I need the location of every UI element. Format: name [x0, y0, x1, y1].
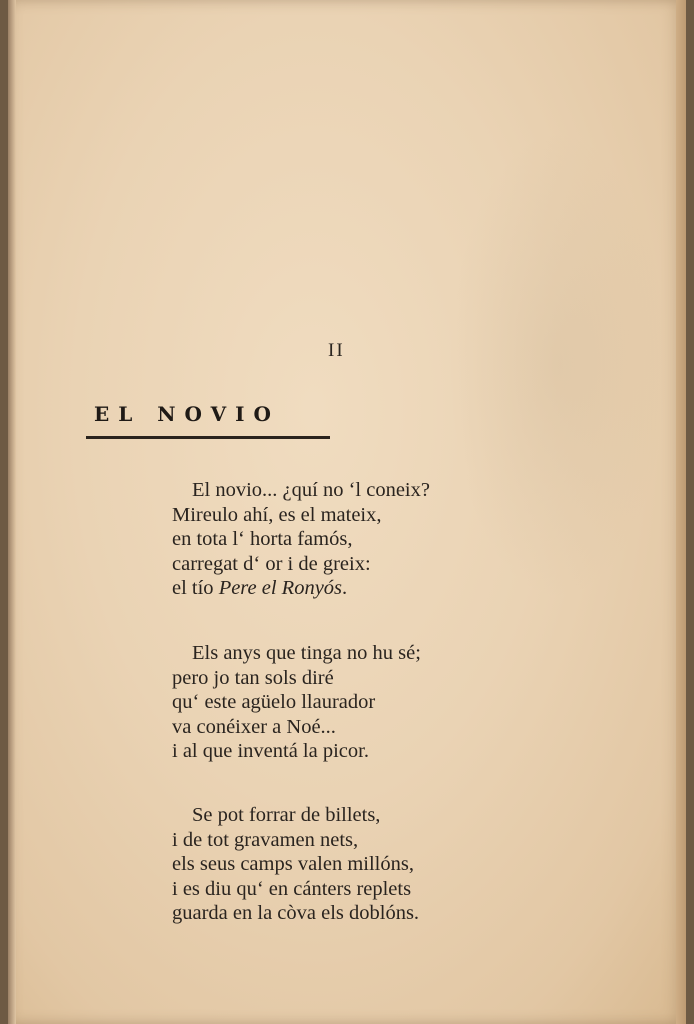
- poem-title: EL NOVIO: [94, 402, 280, 426]
- stanza-3: [172, 803, 419, 926]
- stanza-1: [172, 478, 430, 601]
- character-name: Pere el Ronyós: [218, 577, 343, 599]
- verse-line: pero jo tan sols diré: [172, 666, 334, 689]
- verse-line: carregat d‘ or i de greix:: [172, 552, 371, 575]
- verse-line: Mireulo ahí, es el mateix,: [172, 503, 382, 526]
- verse-line: guarda en la còva els doblóns.: [172, 902, 420, 924]
- verse-line: Els anys que tinga no hu sé;: [192, 642, 421, 664]
- verse-line: [172, 576, 430, 601]
- page-gutter: [8, 0, 16, 1024]
- stanza-2: [172, 641, 421, 764]
- verse-line: va conéixer a Noé...: [172, 715, 336, 738]
- show-through-shadow: [448, 130, 668, 600]
- verse-line-start: el tío: [172, 577, 219, 599]
- verse-line: El novio... ¿quí no ‘l coneix?: [192, 479, 430, 501]
- verse-line: en tota l‘ horta famós,: [172, 528, 353, 550]
- page-edge: [676, 0, 686, 1024]
- verse-line: i es diu qu‘ en cánters replets: [172, 877, 412, 900]
- section-number: II: [328, 340, 345, 361]
- title-underline: [86, 436, 330, 439]
- verse-line: i al que inventá la picor.: [172, 740, 369, 762]
- verse-line: i de tot gravamen nets,: [172, 828, 359, 851]
- verse-line-end: .: [342, 577, 348, 599]
- verse-line: qu‘ este agüelo llaurador: [172, 691, 376, 713]
- verse-line: els seus camps valen millóns,: [172, 853, 414, 875]
- verse-line: Se pot forrar de billets,: [192, 804, 381, 826]
